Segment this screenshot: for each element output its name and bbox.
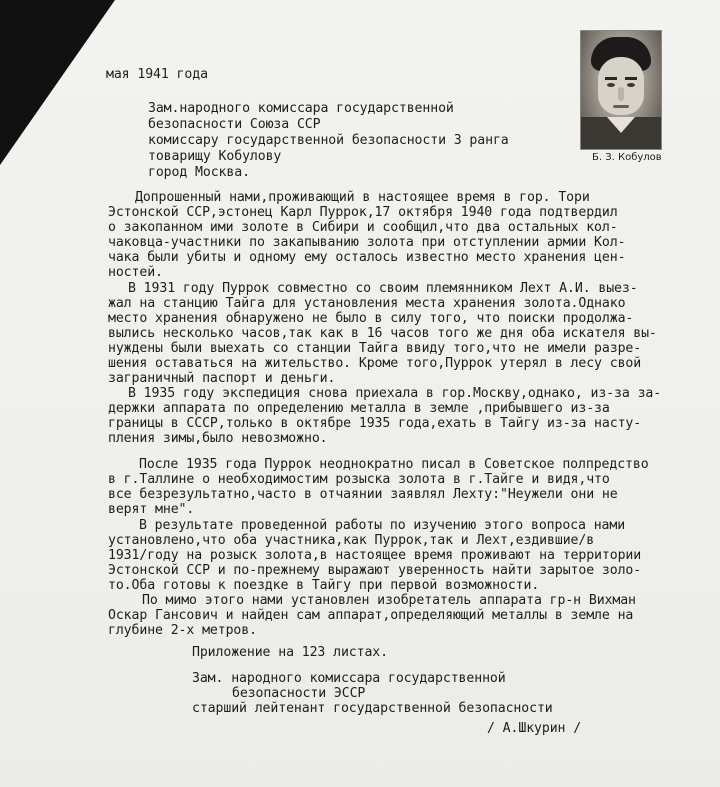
body-line: держки аппарата по определению металла в земле ,прибывшего из-за <box>108 401 610 416</box>
body-line: пления зимы,было невозможно. <box>108 431 328 446</box>
addressee-line: безопасности Союза ССР <box>148 117 321 132</box>
body-line: заграничный паспорт и деньги. <box>108 371 336 386</box>
body-line: Эстонской ССР,эстонец Карл Пуррок,17 октября 1940 года подтвердил <box>108 205 618 220</box>
addressee-line: комиссару государственной безопасности 3 ранга <box>148 133 509 148</box>
body-line: шения оставаться на жительство. Кроме того,Пуррок утерял в лесу свой <box>108 356 642 371</box>
body-line: В результате проведенной работы по изучению этого вопроса нами <box>139 518 626 533</box>
black-corner-mark <box>0 0 115 165</box>
body-line: чаковца-участники по закапыванию золота при отступлении армии Кол- <box>108 235 626 250</box>
portrait-photo <box>580 30 662 150</box>
body-line: ностей. <box>108 265 163 280</box>
addressee-line: Зам.народного комиссара государственной <box>148 101 454 116</box>
body-line: все безрезультатно,часто в отчаянии заявлял Лехту:"Неужели они не <box>108 487 618 502</box>
body-line: вылись несколько часов,так как в 16 часов того же дня оба искателя вы- <box>108 326 657 341</box>
body-line: глубине 2-х метров. <box>108 623 257 638</box>
signer-name: / А.Шкурин / <box>487 721 582 736</box>
document-date: мая 1941 года <box>106 67 208 82</box>
body-line: о закопанном ими золоте в Сибири и сообщил,что два остальных кол- <box>108 220 618 235</box>
body-line: нуждены были выехать со станции Тайга ввиду того,что не имели разре- <box>108 341 642 356</box>
photo-caption: Б. З. Кобулов <box>592 152 662 163</box>
body-line: верят мне". <box>108 502 195 517</box>
body-line: Оскар Гансович и найден сам аппарат,определяющий металлы в земле на <box>108 608 634 623</box>
body-line: После 1935 года Пуррок неоднократно писал в Советское полпредство <box>139 457 649 472</box>
appendix-note: Приложение на 123 листах. <box>192 645 388 660</box>
body-line: 1931/году на розыск золота,в настоящее время проживают на территории <box>108 548 642 563</box>
body-line: то.Оба готовы к поездке в Тайгу при первой возможности. <box>108 578 540 593</box>
body-line: Допрошенный нами,проживающий в настоящее время в гор. Тори <box>135 190 590 205</box>
body-line: границы в СССР,только в октябре 1935 года,ехать в Тайгу из-за насту- <box>108 416 642 431</box>
body-line: По мимо этого нами установлен изобретатель аппарата гр-н Вихман <box>142 593 636 608</box>
signature-line: Зам. народного комиссара государственной <box>192 671 506 686</box>
body-line: установлено,что оба участника,как Пуррок,так и Лехт,ездившие/в <box>108 533 595 548</box>
body-line: В 1935 году экспедиция снова приехала в гор.Москву,однако, из-за за- <box>128 386 662 401</box>
addressee-line: товарищу Кобулову <box>148 149 282 164</box>
addressee-line: город Москва. <box>148 165 250 180</box>
body-line: В 1931 году Пуррок совместно со своим племянником Лехт А.И. выез- <box>128 281 638 296</box>
body-line: в г.Таллине о необходимостим розыска золота в г.Тайге и видя,что <box>108 472 610 487</box>
signature-line: безопасности ЭССР <box>232 686 366 701</box>
signature-line: старший лейтенант государственной безопасности <box>192 701 553 716</box>
body-line: место хранения обнаружено не было в силу того, что поиски продолжа- <box>108 311 634 326</box>
body-line: жал на станцию Тайга для установления места хранения золота.Однако <box>108 296 626 311</box>
body-line: чака были убиты и одному ему осталось известно место хранения цен- <box>108 250 626 265</box>
body-line: Эстонской ССР и по-прежнему выражают уверенность найти зарытое золо- <box>108 563 642 578</box>
